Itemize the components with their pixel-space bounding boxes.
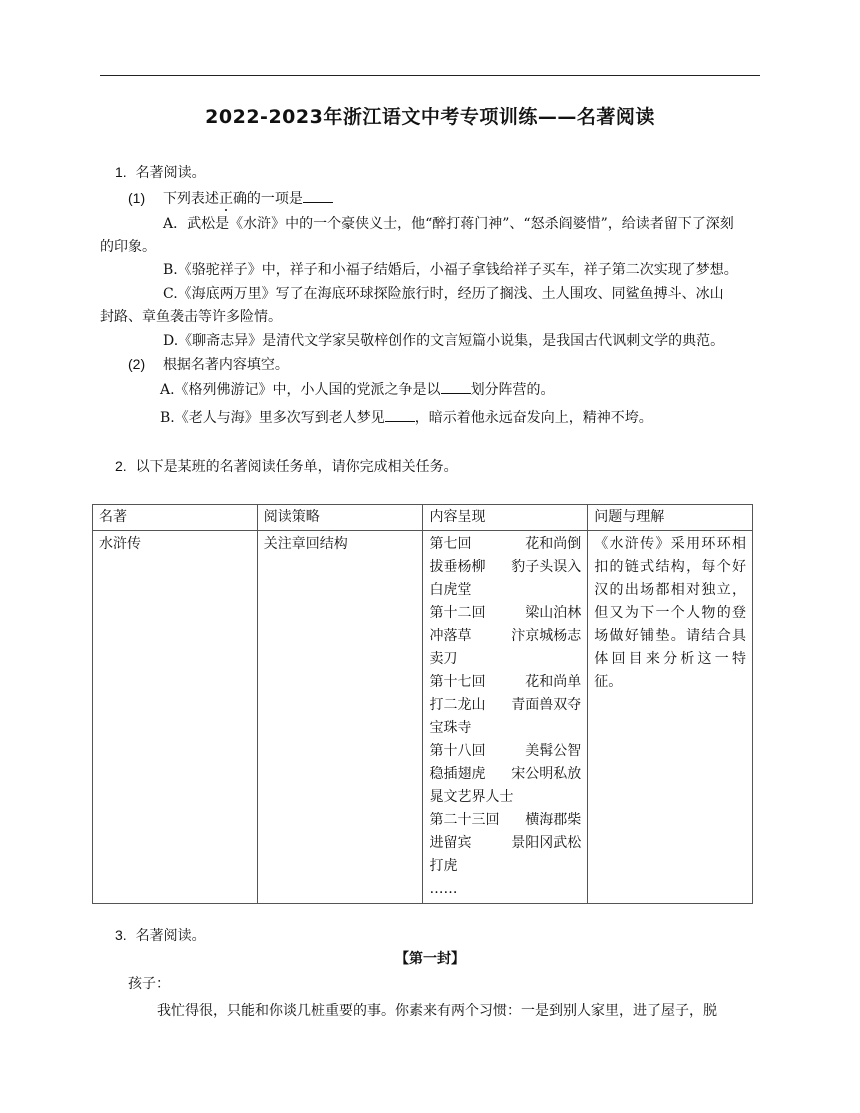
- chapter-text: 花和尚倒: [525, 536, 582, 552]
- chapter-line: [429, 809, 581, 832]
- question-line: 场做好铺垫。请结合具: [594, 628, 746, 644]
- chapter-line: [429, 763, 581, 786]
- chapter-line: 打虎: [429, 858, 458, 874]
- chapter-text: 花和尚单: [525, 674, 582, 690]
- question-1-stem: [115, 161, 206, 184]
- q1-part2: [128, 353, 289, 376]
- chapter-text: 美髯公智: [525, 743, 582, 759]
- answer-blank[interactable]: [441, 379, 471, 394]
- chapter-line: [429, 533, 581, 556]
- q1-part1: [128, 187, 333, 210]
- question-line: 汉的出场都相对独立，: [594, 582, 746, 598]
- answer-blank[interactable]: [303, 188, 333, 203]
- reading-task-table: [92, 504, 753, 904]
- question-text: 名著阅读。: [135, 928, 206, 944]
- table-header-cell: 内容呈现: [423, 505, 588, 531]
- part-text: 下列表述正确的一项是: [162, 191, 303, 207]
- table-header-cell: 名著: [93, 505, 258, 531]
- chapter-text: 冲落草: [429, 628, 472, 644]
- chapter-text: 稳插翅虎: [429, 766, 486, 782]
- question-text: 以下是某班的名著阅读任务单，请你完成相关任务。: [135, 459, 458, 475]
- letter-salutation: 孩子：: [128, 976, 170, 992]
- chapter-line: [429, 602, 581, 625]
- question-line: 扣的链式结构，每个好: [594, 559, 746, 575]
- chapter-text: 第七回: [429, 536, 472, 552]
- option-d: D.《聊斋志异》是清代文学家吴敬梓创作的文言短篇小说集，是我国古代讽刺文学的典范。: [163, 333, 725, 349]
- part-text: 根据名著内容填空。: [162, 357, 289, 373]
- chapter-text: 打二龙山: [429, 697, 486, 713]
- table-row: [93, 531, 753, 904]
- fill-a: [160, 379, 555, 401]
- option-c-line2: 封路、章鱼袭击等许多险情。: [100, 309, 282, 325]
- chapter-text: 青面兽双夺: [511, 697, 582, 713]
- chapter-line: [429, 625, 581, 648]
- question-line: 征。: [594, 674, 623, 690]
- chapter-text: 第十八回: [429, 743, 486, 759]
- chapter-text: 景阳冈武松: [511, 835, 582, 851]
- answer-blank[interactable]: [385, 407, 415, 422]
- fill-b-after: ，暗示着他永远奋发向上，精神不垮。: [414, 410, 653, 426]
- chapter-text: 汴京城杨志: [511, 628, 582, 644]
- option-c-line1: C.《海底两万里》写了在海底环球探险旅行时，经历了搁浅、土人围攻、同鲨鱼搏斗、冰山: [163, 286, 724, 302]
- page-title: 2022-2023年浙江语文中考专项训练——名著阅读: [205, 106, 655, 128]
- fill-a-after: 划分阵营的。: [470, 382, 555, 398]
- table-header-cell: 阅读策略: [257, 505, 423, 531]
- chapter-text: 进留宾: [429, 835, 472, 851]
- letter-heading: 【第一封】: [395, 951, 465, 967]
- chapter-line: [429, 556, 581, 579]
- chapter-text: 第二十三回: [429, 812, 500, 828]
- fill-b-before: B.《老人与海》里多次写到老人梦见: [160, 410, 385, 426]
- fill-b: [160, 407, 653, 429]
- question-number: 1.: [115, 164, 127, 180]
- question-number: 2.: [115, 458, 127, 474]
- chapter-line: ……: [429, 881, 458, 897]
- question-line: 《水浒传》采用环环相: [594, 536, 746, 552]
- option-a-line1: A．武松是《水浒》中的一个豪侠义士，他“醉打蒋门神”、“怒杀阎婆惜”，给读者留下了深刻: [163, 216, 734, 232]
- chapter-line: 晁文艺界人士: [429, 789, 514, 805]
- letter-body-line: 我忙得很，只能和你谈几桩重要的事。你素来有两个习惯：一是到别人家里，进了屋子，脱: [157, 1003, 717, 1019]
- option-a-line2: 的印象。: [100, 239, 156, 255]
- chapter-line: 卖刀: [429, 651, 458, 667]
- strategy-cell: 关注章回结构: [257, 531, 423, 904]
- question-2-stem: [115, 455, 458, 478]
- chapter-text: 第十七回: [429, 674, 486, 690]
- fill-a-before: A.《格列佛游记》中，小人国的党派之争是以: [160, 382, 441, 398]
- chapter-line: [429, 694, 581, 717]
- chapters-cell: [423, 531, 588, 904]
- part-number: (1): [128, 190, 146, 206]
- option-b: B.《骆驼祥子》中，祥子和小福子结婚后，小福子拿钱给祥子买车，祥子第二次实现了梦想。: [163, 262, 738, 278]
- header-rule: [100, 75, 760, 76]
- question-text: 名著阅读。: [135, 165, 206, 181]
- chapter-line: [429, 832, 581, 855]
- chapter-text: 宋公明私放: [511, 766, 582, 782]
- question-cell: [588, 531, 753, 904]
- question-line: 但又为下一个人物的登: [594, 605, 746, 621]
- chapter-line: 白虎堂: [429, 582, 472, 598]
- chapter-text: 豹子头误入: [511, 559, 582, 575]
- part-number: (2): [128, 356, 146, 372]
- table-header-row: [93, 505, 753, 531]
- question-number: 3.: [115, 927, 127, 943]
- book-cell: 水浒传: [93, 531, 258, 904]
- chapter-line: [429, 671, 581, 694]
- chapter-text: 拔垂杨柳: [429, 559, 486, 575]
- emphasis-dot-char: 正: [218, 191, 233, 207]
- chapter-line: 宝珠寺: [429, 720, 472, 736]
- chapter-text: 第十二回: [429, 605, 486, 621]
- chapter-line: [429, 740, 581, 763]
- question-3-stem: [115, 924, 206, 947]
- chapter-text: 梁山泊林: [525, 605, 582, 621]
- chapter-text: 横海郡柴: [525, 812, 582, 828]
- table-header-cell: 问题与理解: [588, 505, 753, 531]
- question-line: 体回目来分析这一特: [594, 651, 746, 667]
